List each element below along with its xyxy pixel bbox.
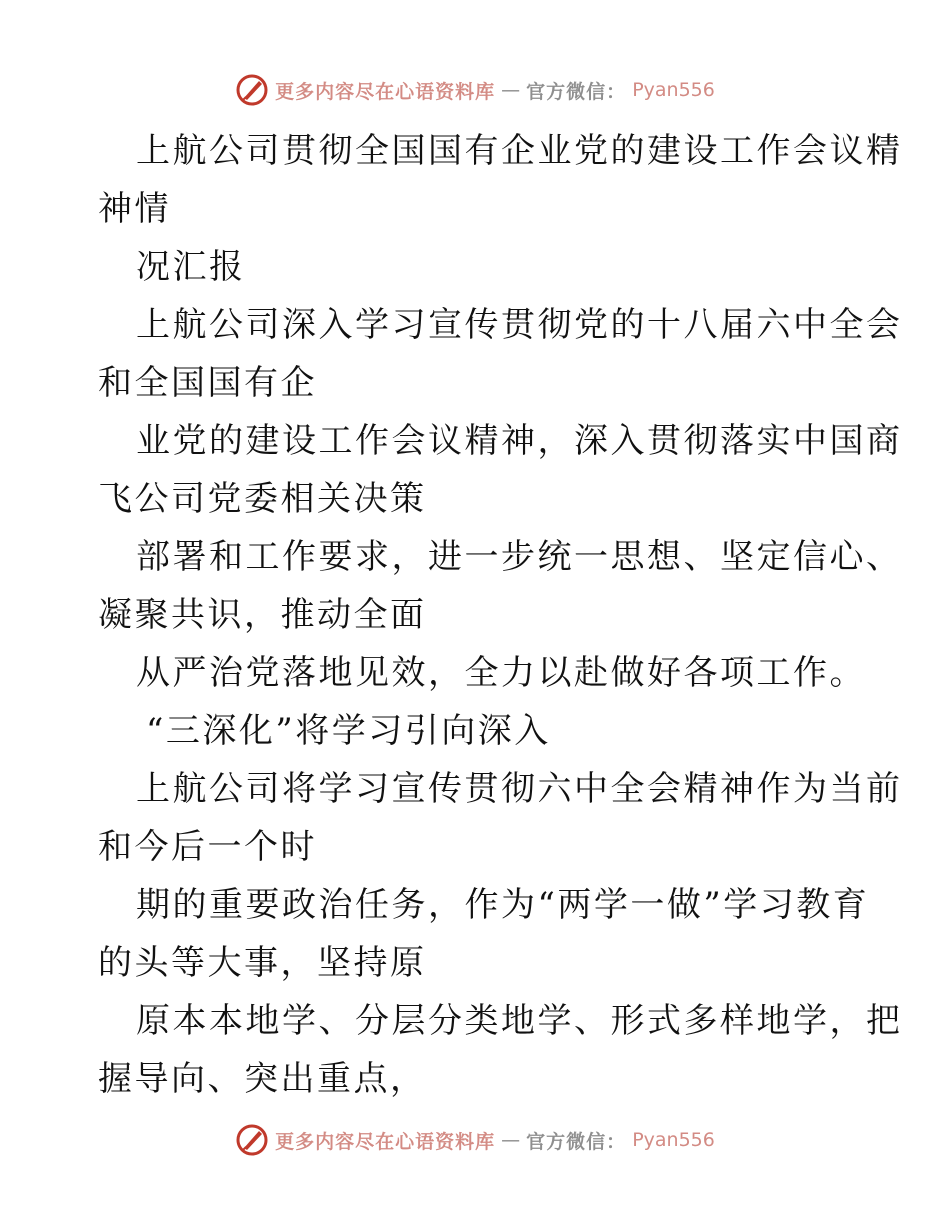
text-line: 上航公司深入学习宣传贯彻党的十八届六中全会 [136, 305, 903, 345]
text-line: 部署和工作要求，进一步统一思想、坚定信心、 [136, 537, 903, 577]
text-line: 握导向、突出重点， [98, 1059, 427, 1099]
footer-watermark [0, 1120, 950, 1160]
text-line: 上航公司贯彻全国国有企业党的建设工作会议精 [136, 131, 903, 171]
watermark-dash: — [501, 1129, 521, 1151]
text-line: 凝聚共识，推动全面 [98, 595, 427, 635]
text-line: 期的重要政治任务，作为“两学一做”学习教育 [136, 885, 870, 925]
watermark-brand: 更多内容尽在心语资料库 [275, 80, 496, 103]
watermark-wechat-id: Pyan556 [632, 1129, 715, 1151]
text-line: 飞公司党委相关决策 [98, 479, 427, 519]
text-line: 和今后一个时 [98, 827, 317, 867]
watermark-wechat-label: 官方微信： [526, 80, 627, 103]
section-heading: “三深化”将学习引向深入 [146, 711, 551, 751]
text-line: 神情 [98, 189, 171, 229]
text-line: 业党的建设工作会议精神，深入贯彻落实中国商 [136, 421, 903, 461]
text-line: 况汇报 [136, 247, 246, 287]
document-body [98, 122, 903, 1108]
watermark-brand: 更多内容尽在心语资料库 [275, 1130, 496, 1153]
text-line: 原本本地学、分层分类地学、形式多样地学，把 [136, 1001, 903, 1041]
header-watermark [0, 70, 950, 110]
watermark-wechat-label: 官方微信： [526, 1130, 627, 1153]
text-line: 的头等大事，坚持原 [98, 943, 427, 983]
watermark-dash: — [501, 79, 521, 101]
watermark-wechat-id: Pyan556 [632, 79, 715, 101]
text-line: 从严治党落地见效，全力以赴做好各项工作。 [136, 653, 866, 693]
quill-logo-icon [235, 1123, 269, 1157]
text-line: 和全国国有企 [98, 363, 317, 403]
text-line: 上航公司将学习宣传贯彻六中全会精神作为当前 [136, 769, 903, 809]
quill-logo-icon [235, 73, 269, 107]
